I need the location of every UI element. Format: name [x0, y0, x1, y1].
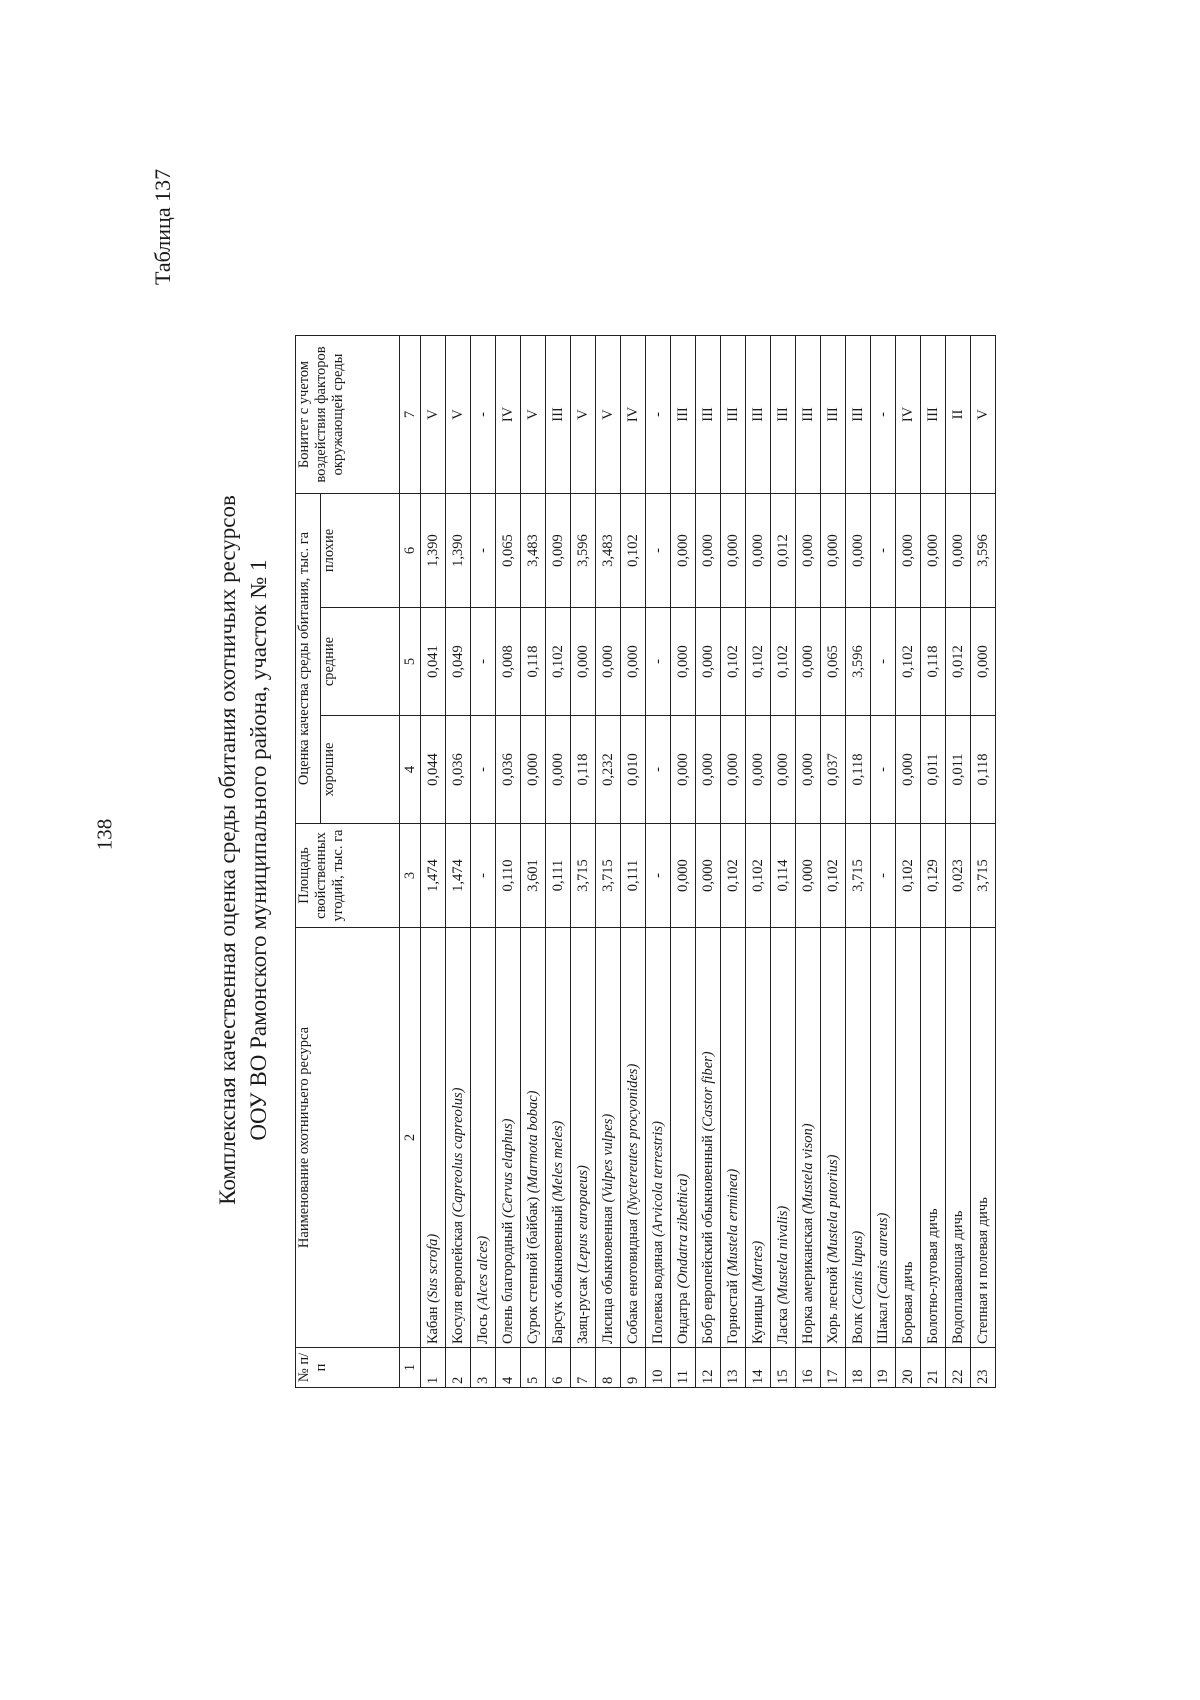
cell-bonitet: III	[846, 336, 871, 494]
resource-latin-name: (Mustela putorius)	[824, 1154, 841, 1263]
resource-common-name: Боровая дичь	[899, 1261, 916, 1344]
table-row	[621, 336, 646, 1388]
cell-bonitet: III	[771, 336, 796, 494]
resource-common-name: Куницы	[749, 1295, 766, 1344]
table-row	[671, 336, 696, 1388]
cell-resource-name	[671, 928, 696, 1348]
cell-area: 0,102	[821, 824, 846, 928]
cell-medium: 3,596	[846, 608, 871, 716]
cell-medium: 0,000	[671, 608, 696, 716]
resource-latin-name: (Mustela nivalis)	[774, 1205, 791, 1305]
cell-bonitet: III	[921, 336, 946, 494]
table-row	[971, 336, 996, 1388]
table-row	[471, 336, 496, 1388]
cell-area: 1,474	[446, 824, 471, 928]
resource-common-name: Полевка водяная	[649, 1240, 666, 1344]
table-row	[846, 336, 871, 1388]
cell-medium: 0,012	[946, 608, 971, 716]
table-row	[921, 336, 946, 1388]
cell-bad: 0,000	[821, 494, 846, 608]
cell-resource-name	[821, 928, 846, 1348]
cell-resource-name	[596, 928, 621, 1348]
cell-resource-name	[746, 928, 771, 1348]
table-row	[571, 336, 596, 1388]
cell-medium: 0,102	[721, 608, 746, 716]
cell-bonitet: V	[571, 336, 596, 494]
cell-number: 20	[896, 1348, 921, 1388]
column-index: 1	[400, 1348, 421, 1388]
cell-bad: 1,390	[446, 494, 471, 608]
cell-good: 0,000	[796, 716, 821, 824]
cell-medium: 0,065	[821, 608, 846, 716]
cell-area: 0,110	[496, 824, 521, 928]
resource-latin-name: (Capreolus capreolus)	[449, 1087, 466, 1218]
cell-good: 0,118	[571, 716, 596, 824]
cell-bonitet: III	[746, 336, 771, 494]
column-index: 2	[400, 928, 421, 1348]
table-label: Таблица 137	[150, 168, 175, 285]
cell-good: -	[871, 716, 896, 824]
cell-area: 3,715	[596, 824, 621, 928]
table-row	[721, 336, 746, 1388]
cell-bad: -	[646, 494, 671, 608]
cell-number: 4	[496, 1348, 521, 1388]
cell-medium: 0,000	[796, 608, 821, 716]
cell-medium: 0,118	[921, 608, 946, 716]
cell-bad: 0,000	[946, 494, 971, 608]
cell-number: 19	[871, 1348, 896, 1388]
cell-resource-name	[771, 928, 796, 1348]
cell-area: 0,102	[896, 824, 921, 928]
cell-number: 1	[421, 1348, 446, 1388]
header-bad: плохие	[321, 494, 400, 608]
cell-resource-name	[446, 928, 471, 1348]
cell-medium: 0,102	[771, 608, 796, 716]
table-body	[421, 336, 996, 1388]
cell-area: 1,474	[421, 824, 446, 928]
table-row	[796, 336, 821, 1388]
cell-bonitet: V	[446, 336, 471, 494]
table-title-line-2: ООУ ВО Рамонского муниципального района, участок № 1	[246, 559, 271, 1141]
cell-number: 14	[746, 1348, 771, 1388]
cell-medium: 0,102	[746, 608, 771, 716]
cell-number: 21	[921, 1348, 946, 1388]
resource-common-name: Ласка	[774, 1308, 791, 1344]
cell-number: 12	[696, 1348, 721, 1388]
cell-resource-name	[471, 928, 496, 1348]
cell-medium: 0,102	[896, 608, 921, 716]
cell-area: -	[646, 824, 671, 928]
cell-bonitet: III	[796, 336, 821, 494]
resource-common-name: Бобр европейский обыкновенный	[699, 1135, 716, 1344]
table-row	[696, 336, 721, 1388]
cell-number: 3	[471, 1348, 496, 1388]
cell-good: 0,036	[496, 716, 521, 824]
cell-bad: 0,000	[746, 494, 771, 608]
resource-latin-name: (Castor fiber)	[699, 1051, 716, 1132]
header-name: Наименование охотничьего ресурса	[296, 928, 400, 1348]
resource-latin-name: (Mustela vison)	[799, 1123, 816, 1215]
resource-common-name: Олень благородный	[499, 1221, 516, 1344]
cell-number: 8	[596, 1348, 621, 1388]
cell-bad: 3,596	[571, 494, 596, 608]
cell-medium: 0,041	[421, 608, 446, 716]
cell-number: 23	[971, 1348, 996, 1388]
table-row	[596, 336, 621, 1388]
resource-common-name: Барсук обыкновенный	[549, 1205, 566, 1344]
resource-latin-name: (Vulpes vulpes)	[599, 1113, 616, 1203]
cell-bad: -	[871, 494, 896, 608]
cell-bad: 0,000	[696, 494, 721, 608]
cell-bad: 0,065	[496, 494, 521, 608]
column-index: 4	[400, 716, 421, 824]
cell-good: 0,000	[546, 716, 571, 824]
cell-bad: 0,000	[671, 494, 696, 608]
cell-bad: 3,483	[596, 494, 621, 608]
cell-good: 0,000	[771, 716, 796, 824]
cell-resource-name	[921, 928, 946, 1348]
cell-resource-name	[971, 928, 996, 1348]
cell-resource-name	[646, 928, 671, 1348]
cell-area: 3,601	[521, 824, 546, 928]
resource-latin-name: (Ondatra zibethica)	[674, 1173, 691, 1289]
cell-good: 0,011	[921, 716, 946, 824]
cell-bonitet: IV	[621, 336, 646, 494]
cell-area: 0,023	[946, 824, 971, 928]
resource-common-name: Косуля европейская	[449, 1220, 466, 1344]
cell-bonitet: -	[646, 336, 671, 494]
cell-bad: 0,000	[896, 494, 921, 608]
header-row-1	[296, 336, 321, 1388]
column-index: 5	[400, 608, 421, 716]
cell-number: 6	[546, 1348, 571, 1388]
cell-area: 0,114	[771, 824, 796, 928]
cell-number: 5	[521, 1348, 546, 1388]
cell-number: 11	[671, 1348, 696, 1388]
cell-good: 0,118	[846, 716, 871, 824]
cell-area: 0,102	[746, 824, 771, 928]
resource-common-name: Лось	[474, 1313, 491, 1344]
cell-medium: 0,000	[971, 608, 996, 716]
cell-medium: 0,008	[496, 608, 521, 716]
cell-area: 0,000	[671, 824, 696, 928]
habitat-quality-table	[295, 335, 996, 1388]
cell-resource-name	[696, 928, 721, 1348]
cell-resource-name	[871, 928, 896, 1348]
cell-number: 9	[621, 1348, 646, 1388]
resource-common-name: Хорь лесной	[824, 1266, 841, 1344]
cell-bad: 0,009	[546, 494, 571, 608]
cell-resource-name	[571, 928, 596, 1348]
cell-area: 0,129	[921, 824, 946, 928]
cell-number: 10	[646, 1348, 671, 1388]
cell-bonitet: III	[721, 336, 746, 494]
cell-medium: -	[871, 608, 896, 716]
cell-number: 16	[796, 1348, 821, 1388]
cell-good: 0,000	[521, 716, 546, 824]
table-row	[821, 336, 846, 1388]
cell-area: 0,111	[621, 824, 646, 928]
cell-area: 0,102	[721, 824, 746, 928]
cell-resource-name	[846, 928, 871, 1348]
cell-medium: 0,118	[521, 608, 546, 716]
cell-resource-name	[896, 928, 921, 1348]
header-quality: Оценка качества среды обитания, тыс. га	[296, 494, 321, 824]
cell-good: 0,011	[946, 716, 971, 824]
cell-resource-name	[496, 928, 521, 1348]
cell-area: 3,715	[846, 824, 871, 928]
cell-area: 0,111	[546, 824, 571, 928]
cell-number: 2	[446, 1348, 471, 1388]
resource-latin-name: (Nyctereutes procyonides)	[624, 1063, 641, 1216]
resource-common-name: Болотно-луговая дичь	[924, 1208, 941, 1344]
cell-resource-name	[521, 928, 546, 1348]
cell-medium: 0,000	[571, 608, 596, 716]
cell-good: 0,000	[671, 716, 696, 824]
column-index: 3	[400, 824, 421, 928]
cell-area: 3,715	[571, 824, 596, 928]
table-row	[746, 336, 771, 1388]
header-bonitet: Бонитет с учетом воздействия факторов окружающей среды	[296, 336, 400, 494]
cell-bonitet: IV	[896, 336, 921, 494]
page-number: 138	[92, 818, 117, 851]
cell-good: -	[646, 716, 671, 824]
cell-number: 17	[821, 1348, 846, 1388]
cell-bad: 0,102	[621, 494, 646, 608]
resource-latin-name: (Lepus europaeus)	[574, 1165, 591, 1273]
resource-latin-name: (Sus scrofa)	[424, 1233, 441, 1303]
resource-common-name: Кабан	[424, 1306, 441, 1344]
cell-area: -	[471, 824, 496, 928]
resource-latin-name: (Canis lupus)	[849, 1230, 866, 1310]
table-row	[646, 336, 671, 1388]
cell-resource-name	[546, 928, 571, 1348]
resource-common-name: Заяц-русак	[574, 1276, 591, 1344]
resource-common-name: Степная и полевая дичь	[974, 1197, 991, 1344]
cell-area: 3,715	[971, 824, 996, 928]
table-row	[771, 336, 796, 1388]
table-row	[446, 336, 471, 1388]
cell-good: 0,044	[421, 716, 446, 824]
cell-medium: 0,000	[696, 608, 721, 716]
cell-area: 0,000	[696, 824, 721, 928]
resource-common-name: Собака енотовидная	[624, 1218, 641, 1344]
cell-bad: 3,596	[971, 494, 996, 608]
cell-bad: 3,483	[521, 494, 546, 608]
cell-area: -	[871, 824, 896, 928]
resource-common-name: Лисица обыкновенная	[599, 1206, 616, 1344]
cell-bad: 1,390	[421, 494, 446, 608]
cell-good: 0,000	[746, 716, 771, 824]
column-index: 7	[400, 336, 421, 494]
table-title-line-1: Комплексная качественная оценка среды обитания охотничьих ресурсов	[215, 495, 240, 1205]
cell-bad: 0,000	[846, 494, 871, 608]
resource-latin-name: (Mustela erminea)	[724, 1168, 741, 1277]
cell-bad: -	[471, 494, 496, 608]
resource-latin-name: (Canis aureus)	[874, 1212, 891, 1299]
header-good: хорошие	[321, 716, 400, 824]
resource-latin-name: (Cervus elaphus)	[499, 1118, 516, 1218]
resource-common-name: Водоплавающая дичь	[949, 1210, 966, 1344]
header-area: Площадь свойственных угодий, тыс. га	[296, 824, 400, 928]
cell-resource-name	[946, 928, 971, 1348]
cell-medium: -	[471, 608, 496, 716]
cell-good: 0,000	[721, 716, 746, 824]
resource-common-name: Ондатра	[674, 1292, 691, 1344]
cell-bonitet: III	[546, 336, 571, 494]
table-row	[546, 336, 571, 1388]
resource-common-name: Горностай	[724, 1279, 741, 1344]
cell-resource-name	[721, 928, 746, 1348]
cell-number: 18	[846, 1348, 871, 1388]
cell-bad: 0,012	[771, 494, 796, 608]
table-row	[946, 336, 971, 1388]
cell-good: 0,036	[446, 716, 471, 824]
cell-bonitet: II	[946, 336, 971, 494]
cell-resource-name	[421, 928, 446, 1348]
cell-medium: 0,000	[596, 608, 621, 716]
resource-latin-name: (Marmota bobac)	[524, 1090, 541, 1194]
cell-resource-name	[796, 928, 821, 1348]
table-row	[896, 336, 921, 1388]
resource-latin-name: (Alces alces)	[474, 1235, 491, 1311]
cell-number: 22	[946, 1348, 971, 1388]
cell-bonitet: -	[871, 336, 896, 494]
cell-number: 13	[721, 1348, 746, 1388]
resource-common-name: Волк	[849, 1312, 866, 1344]
table-row	[421, 336, 446, 1388]
resource-common-name: Сурок степной (байбак)	[524, 1196, 541, 1344]
cell-bad: 0,000	[796, 494, 821, 608]
cell-bonitet: IV	[496, 336, 521, 494]
cell-bonitet: V	[521, 336, 546, 494]
cell-resource-name	[621, 928, 646, 1348]
table-row	[521, 336, 546, 1388]
cell-good: 0,000	[896, 716, 921, 824]
resource-latin-name: (Meles meles)	[549, 1120, 566, 1202]
header-medium: средние	[321, 608, 400, 716]
resource-latin-name: (Arvicola terrestris)	[649, 1121, 666, 1237]
cell-medium: -	[646, 608, 671, 716]
column-index-row	[400, 336, 421, 1388]
resource-common-name: Норка американская	[799, 1217, 816, 1344]
cell-bad: 0,000	[721, 494, 746, 608]
cell-medium: 0,000	[621, 608, 646, 716]
header-num: № п/п	[296, 1348, 400, 1388]
cell-bonitet: V	[971, 336, 996, 494]
cell-bonitet: III	[696, 336, 721, 494]
resource-latin-name: (Martes)	[749, 1240, 766, 1292]
cell-number: 15	[771, 1348, 796, 1388]
cell-number: 7	[571, 1348, 596, 1388]
cell-good: 0,118	[971, 716, 996, 824]
table-row	[871, 336, 896, 1388]
cell-area: 0,000	[796, 824, 821, 928]
habitat-table-wrapper	[295, 335, 996, 1388]
cell-good: 0,037	[821, 716, 846, 824]
cell-good: 0,010	[621, 716, 646, 824]
cell-good: 0,000	[696, 716, 721, 824]
cell-bonitet: III	[671, 336, 696, 494]
cell-good: -	[471, 716, 496, 824]
cell-bonitet: III	[821, 336, 846, 494]
cell-bonitet: V	[421, 336, 446, 494]
cell-bad: 0,000	[921, 494, 946, 608]
table-row	[496, 336, 521, 1388]
cell-bonitet: -	[471, 336, 496, 494]
cell-bonitet: V	[596, 336, 621, 494]
cell-good: 0,232	[596, 716, 621, 824]
cell-medium: 0,102	[546, 608, 571, 716]
resource-common-name: Шакал	[874, 1302, 891, 1344]
cell-medium: 0,049	[446, 608, 471, 716]
column-index: 6	[400, 494, 421, 608]
